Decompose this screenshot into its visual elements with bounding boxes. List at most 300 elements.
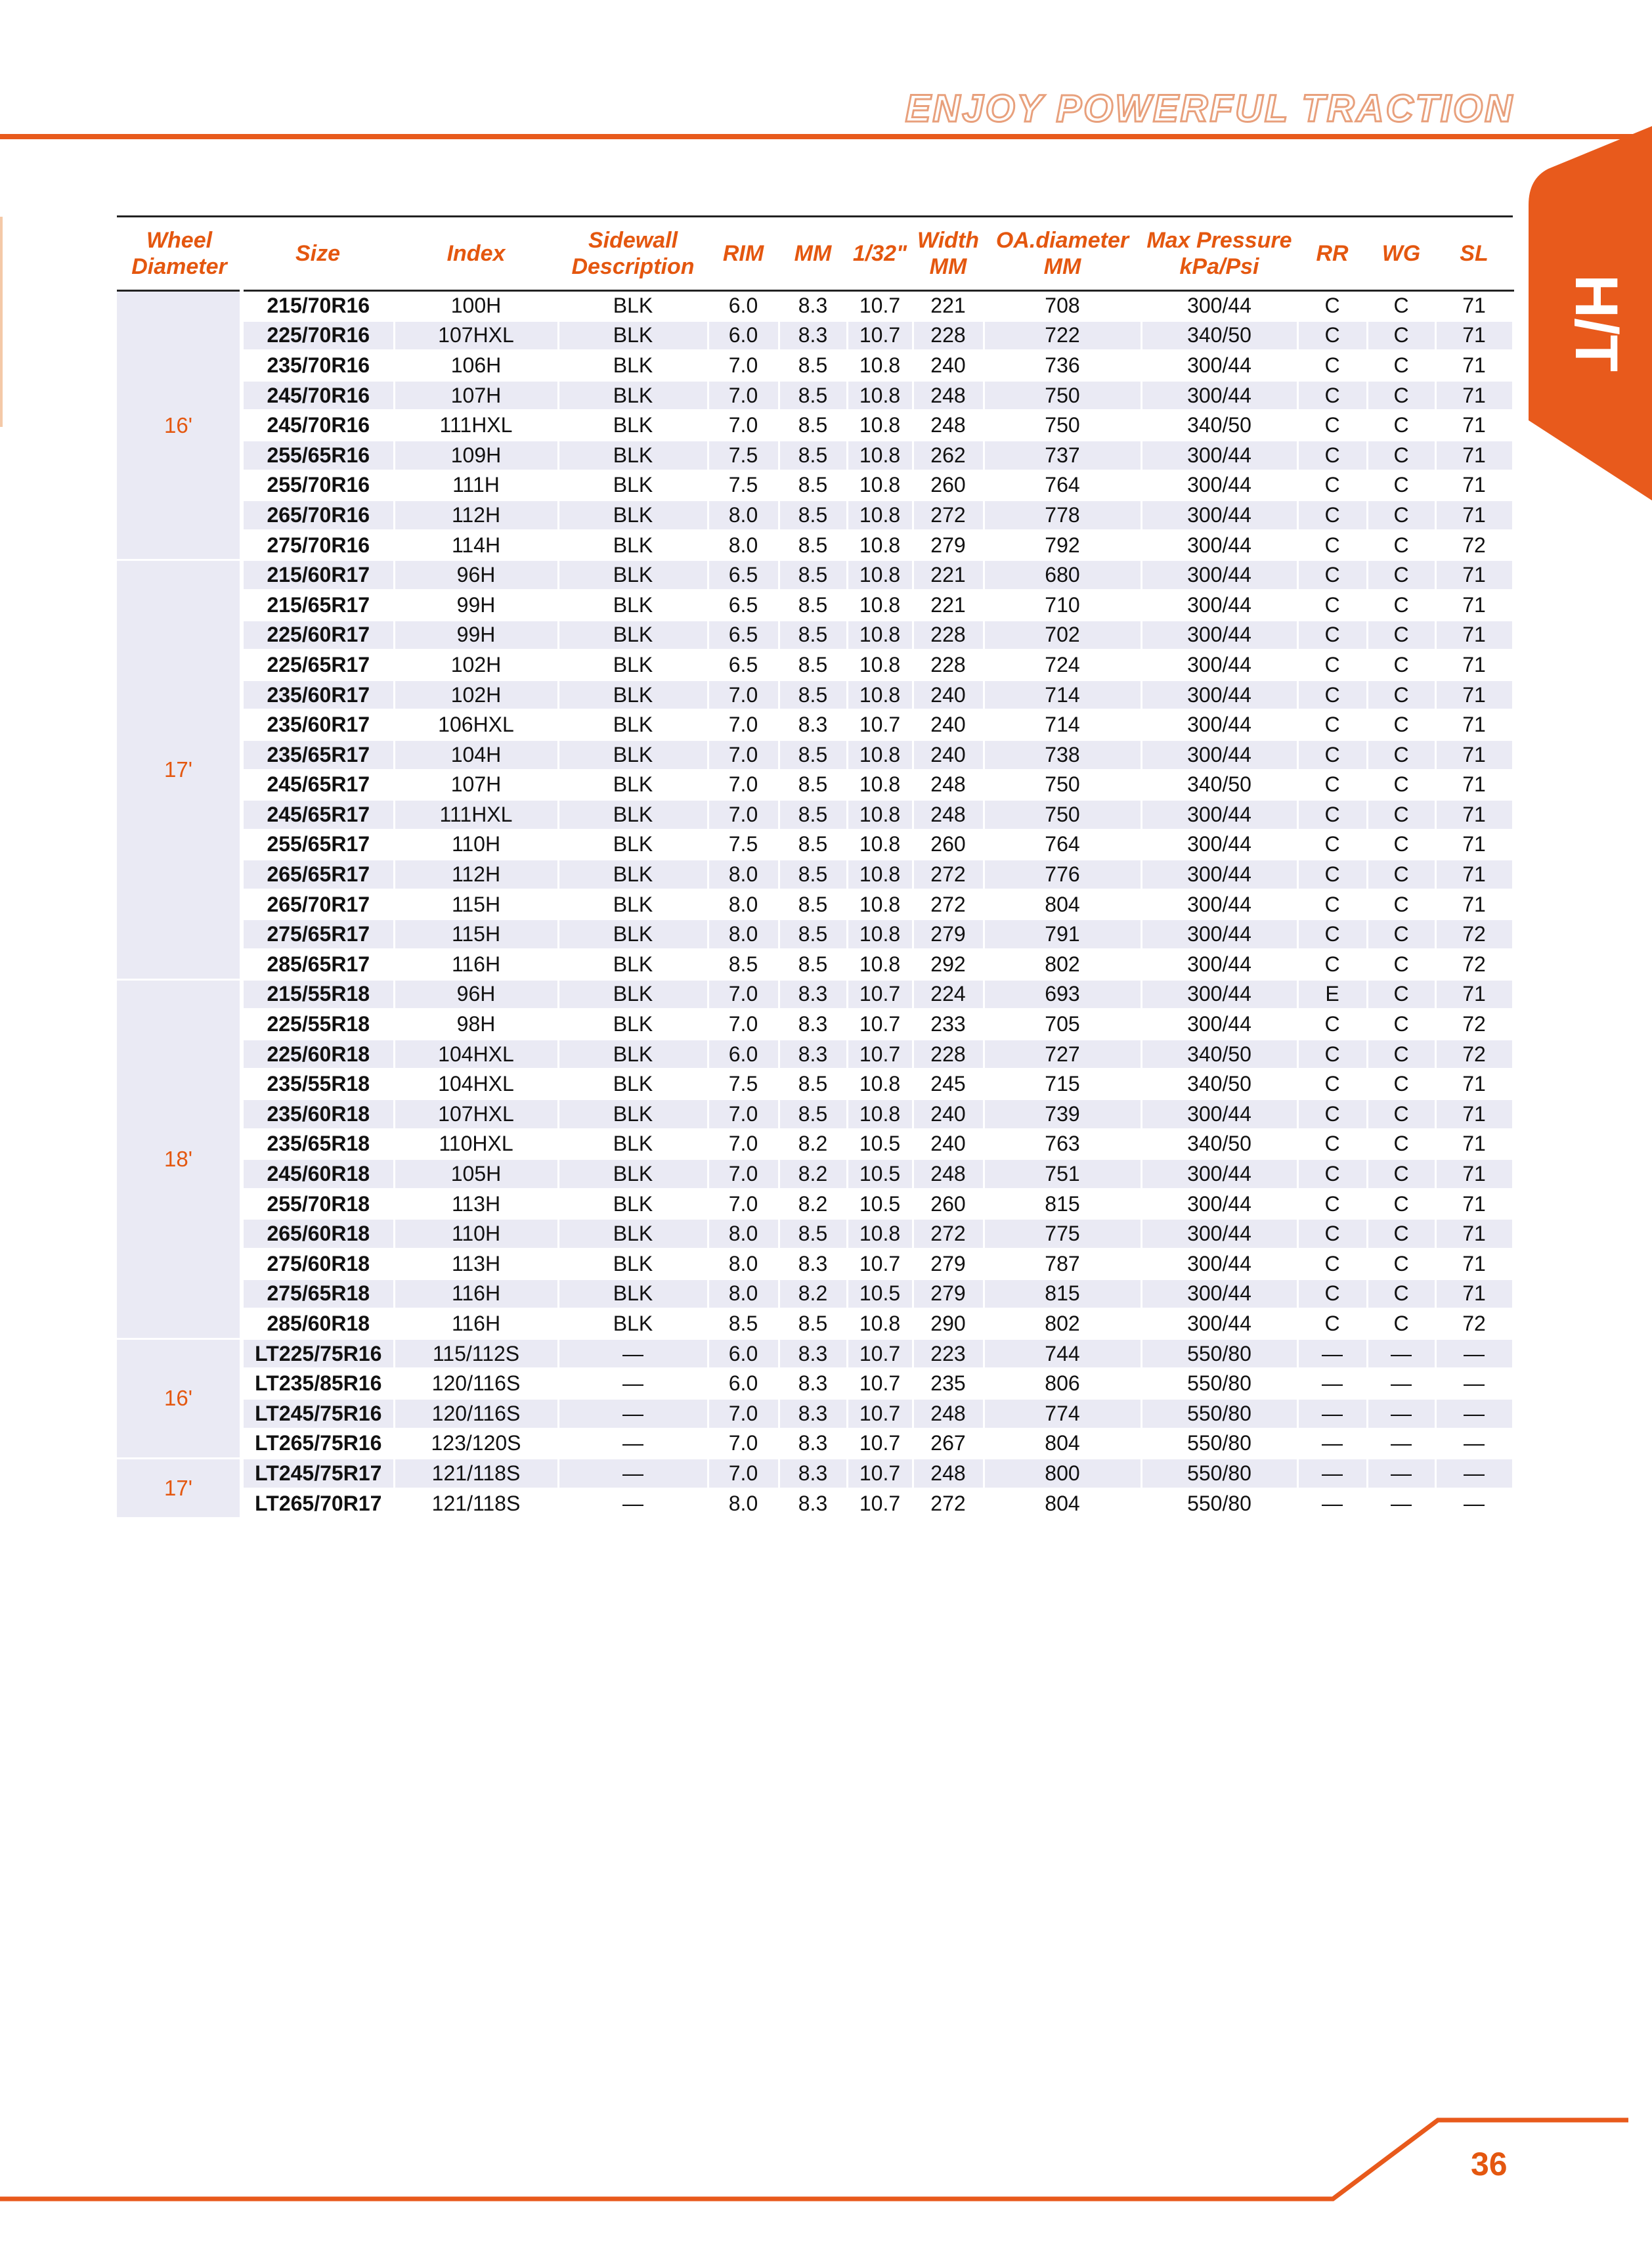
- table-cell: 260: [913, 1189, 984, 1219]
- tire-size-cell: 285/65R17: [242, 950, 394, 980]
- table-cell: 6.0: [708, 321, 779, 351]
- table-cell: 120/116S: [394, 1369, 558, 1399]
- table-cell: 8.5: [779, 620, 847, 650]
- table-cell: 272: [913, 1219, 984, 1249]
- table-cell: 121/118S: [394, 1488, 558, 1518]
- table-cell: C: [1297, 1219, 1367, 1249]
- table-cell: 233: [913, 1009, 984, 1040]
- wheel-diameter-cell: 18': [117, 979, 242, 1339]
- column-header: [558, 217, 708, 291]
- table-cell: 340/50: [1141, 321, 1297, 351]
- table-cell: 7.0: [708, 351, 779, 381]
- tire-size-cell: 265/70R16: [242, 500, 394, 531]
- table-header: [117, 217, 1513, 291]
- table-cell: 10.8: [847, 1099, 913, 1130]
- table-cell: 8.5: [779, 650, 847, 680]
- table-cell: 792: [984, 530, 1141, 560]
- column-header-line1: Index: [446, 241, 506, 266]
- table-cell: 8.5: [779, 500, 847, 531]
- table-cell: 8.0: [708, 530, 779, 560]
- tire-size-cell: 265/65R17: [242, 860, 394, 890]
- table-cell: 300/44: [1141, 500, 1297, 531]
- table-cell: 300/44: [1141, 650, 1297, 680]
- table-cell: 714: [984, 710, 1141, 740]
- table-cell: —: [558, 1339, 708, 1369]
- table-cell: 104HXL: [394, 1039, 558, 1069]
- table-cell: 8.5: [779, 740, 847, 770]
- table-cell: 290: [913, 1309, 984, 1339]
- column-header-line1: MM: [794, 241, 832, 266]
- table-cell: 71: [1435, 830, 1513, 860]
- table-cell: 72: [1435, 530, 1513, 560]
- table-cell: 680: [984, 560, 1141, 590]
- table-cell: 300/44: [1141, 830, 1297, 860]
- table-cell: 7.0: [708, 710, 779, 740]
- table-cell: 10.7: [847, 979, 913, 1009]
- table-cell: —: [1367, 1428, 1435, 1459]
- tire-size-cell: 215/55R18: [242, 979, 394, 1009]
- column-header-line1: Size: [295, 241, 341, 266]
- table-cell: BLK: [558, 1249, 708, 1279]
- table-cell: 245: [913, 1069, 984, 1099]
- table-cell: —: [558, 1459, 708, 1489]
- tire-size-cell: 215/60R17: [242, 560, 394, 590]
- table-cell: 7.0: [708, 770, 779, 800]
- table-cell: BLK: [558, 650, 708, 680]
- table-cell: —: [558, 1398, 708, 1428]
- table-cell: —: [558, 1369, 708, 1399]
- table-row: [117, 1189, 1513, 1219]
- table-cell: 10.8: [847, 530, 913, 560]
- left-edge-mark: [0, 217, 3, 427]
- table-cell: C: [1297, 770, 1367, 800]
- table-cell: 550/80: [1141, 1488, 1297, 1518]
- table-cell: 248: [913, 1159, 984, 1189]
- table-cell: C: [1367, 470, 1435, 500]
- table-cell: 240: [913, 710, 984, 740]
- table-row: [117, 680, 1513, 710]
- section-tab-label: H/T: [1563, 274, 1630, 372]
- table-cell: 106HXL: [394, 710, 558, 740]
- table-cell: 7.5: [708, 830, 779, 860]
- table-cell: 10.8: [847, 680, 913, 710]
- table-row: [117, 620, 1513, 650]
- table-cell: C: [1297, 1039, 1367, 1069]
- column-header-line1: OA.diameter: [995, 228, 1129, 253]
- column-header: [1141, 217, 1297, 291]
- tire-size-cell: 235/60R17: [242, 680, 394, 710]
- table-cell: 802: [984, 950, 1141, 980]
- table-cell: 224: [913, 979, 984, 1009]
- table-row: [117, 889, 1513, 919]
- table-cell: 8.5: [779, 800, 847, 830]
- header-rule: [0, 134, 1635, 139]
- table-cell: 750: [984, 800, 1141, 830]
- table-cell: C: [1297, 950, 1367, 980]
- table-cell: 72: [1435, 1309, 1513, 1339]
- table-cell: 248: [913, 1459, 984, 1489]
- table-cell: C: [1367, 919, 1435, 950]
- table-cell: 300/44: [1141, 470, 1297, 500]
- table-cell: 300/44: [1141, 1159, 1297, 1189]
- table-cell: C: [1297, 500, 1367, 531]
- table-cell: 8.5: [779, 590, 847, 620]
- table-cell: 99H: [394, 620, 558, 650]
- table-row: [117, 1159, 1513, 1189]
- column-header-line1: Sidewall: [588, 228, 678, 253]
- table-cell: 228: [913, 1039, 984, 1069]
- table-cell: 710: [984, 590, 1141, 620]
- table-cell: 240: [913, 740, 984, 770]
- table-cell: 221: [913, 560, 984, 590]
- table-cell: 300/44: [1141, 919, 1297, 950]
- table-cell: 116H: [394, 1309, 558, 1339]
- table-row: [117, 710, 1513, 740]
- table-cell: C: [1297, 1309, 1367, 1339]
- table-cell: 8.3: [779, 1339, 847, 1369]
- table-cell: 7.0: [708, 1159, 779, 1189]
- table-cell: C: [1297, 1099, 1367, 1130]
- table-cell: 8.5: [779, 680, 847, 710]
- table-cell: 110H: [394, 1219, 558, 1249]
- table-cell: C: [1367, 1099, 1435, 1130]
- column-header-line2: Description: [571, 254, 695, 279]
- column-header-line2: kPa/Psi: [1179, 254, 1259, 279]
- table-cell: 764: [984, 830, 1141, 860]
- table-cell: 110HXL: [394, 1129, 558, 1159]
- table-cell: BLK: [558, 380, 708, 410]
- table-cell: 715: [984, 1069, 1141, 1099]
- table-cell: —: [1367, 1488, 1435, 1518]
- table-cell: 8.3: [779, 1459, 847, 1489]
- table-cell: C: [1297, 710, 1367, 740]
- table-cell: —: [1297, 1339, 1367, 1369]
- table-cell: 72: [1435, 1039, 1513, 1069]
- tire-size-cell: 235/65R17: [242, 740, 394, 770]
- table-cell: C: [1367, 770, 1435, 800]
- table-cell: 71: [1435, 321, 1513, 351]
- table-cell: 750: [984, 770, 1141, 800]
- table-cell: 71: [1435, 800, 1513, 830]
- tire-size-cell: 275/65R17: [242, 919, 394, 950]
- table-cell: 71: [1435, 889, 1513, 919]
- table-cell: 10.8: [847, 590, 913, 620]
- table-cell: 105H: [394, 1159, 558, 1189]
- table-cell: 262: [913, 440, 984, 470]
- table-cell: C: [1297, 410, 1367, 441]
- table-cell: 72: [1435, 950, 1513, 980]
- table-cell: C: [1297, 620, 1367, 650]
- table-cell: 300/44: [1141, 1219, 1297, 1249]
- column-header: [913, 217, 984, 291]
- tire-size-cell: 225/60R17: [242, 620, 394, 650]
- table-cell: 279: [913, 1279, 984, 1309]
- column-header: [242, 217, 394, 291]
- table-cell: 300/44: [1141, 440, 1297, 470]
- table-cell: 10.8: [847, 410, 913, 441]
- table-cell: 300/44: [1141, 710, 1297, 740]
- table-cell: 113H: [394, 1249, 558, 1279]
- table-cell: BLK: [558, 1279, 708, 1309]
- table-cell: 8.3: [779, 291, 847, 321]
- table-cell: C: [1297, 1279, 1367, 1309]
- tire-size-cell: LT245/75R16: [242, 1398, 394, 1428]
- table-cell: C: [1297, 291, 1367, 321]
- tire-size-cell: LT265/70R17: [242, 1488, 394, 1518]
- table-cell: 8.3: [779, 321, 847, 351]
- table-cell: 8.3: [779, 979, 847, 1009]
- table-row: [117, 1129, 1513, 1159]
- table-cell: 10.8: [847, 830, 913, 860]
- table-cell: 8.3: [779, 710, 847, 740]
- column-header: [779, 217, 847, 291]
- tire-size-cell: 255/70R18: [242, 1189, 394, 1219]
- table-cell: 300/44: [1141, 979, 1297, 1009]
- table-cell: 109H: [394, 440, 558, 470]
- table-cell: BLK: [558, 770, 708, 800]
- table-cell: BLK: [558, 979, 708, 1009]
- table-cell: BLK: [558, 470, 708, 500]
- table-cell: 72: [1435, 919, 1513, 950]
- table-cell: 8.2: [779, 1159, 847, 1189]
- table-cell: 102H: [394, 680, 558, 710]
- table-cell: 235: [913, 1369, 984, 1399]
- table-cell: 115H: [394, 889, 558, 919]
- table-cell: 8.0: [708, 889, 779, 919]
- table-cell: —: [1367, 1459, 1435, 1489]
- wheel-diameter-cell: 17': [117, 1459, 242, 1518]
- table-cell: 112H: [394, 500, 558, 531]
- tire-size-cell: LT245/75R17: [242, 1459, 394, 1489]
- table-cell: 113H: [394, 1189, 558, 1219]
- table-cell: 300/44: [1141, 950, 1297, 980]
- column-header-line2: Diameter: [131, 254, 227, 279]
- table-cell: 260: [913, 470, 984, 500]
- table-cell: 340/50: [1141, 410, 1297, 441]
- tire-size-cell: 275/60R18: [242, 1249, 394, 1279]
- table-cell: —: [1435, 1339, 1513, 1369]
- table-cell: 8.2: [779, 1279, 847, 1309]
- column-header-line1: RIM: [722, 241, 764, 266]
- table-cell: C: [1297, 1069, 1367, 1099]
- tire-size-cell: 225/65R17: [242, 650, 394, 680]
- table-cell: 8.5: [779, 1309, 847, 1339]
- table-cell: C: [1297, 1159, 1367, 1189]
- table-cell: 8.3: [779, 1009, 847, 1040]
- table-cell: C: [1367, 321, 1435, 351]
- table-cell: BLK: [558, 1189, 708, 1219]
- table-cell: 750: [984, 380, 1141, 410]
- table-cell: 550/80: [1141, 1339, 1297, 1369]
- table-cell: 7.0: [708, 800, 779, 830]
- table-cell: 7.5: [708, 470, 779, 500]
- table-cell: 7.0: [708, 979, 779, 1009]
- table-cell: C: [1297, 351, 1367, 381]
- tire-spec-table: [117, 215, 1514, 1519]
- table-cell: 7.0: [708, 680, 779, 710]
- table-cell: C: [1367, 1129, 1435, 1159]
- table-cell: 111HXL: [394, 800, 558, 830]
- table-cell: 240: [913, 1129, 984, 1159]
- table-cell: C: [1367, 800, 1435, 830]
- table-row: [117, 860, 1513, 890]
- table-cell: 7.0: [708, 380, 779, 410]
- table-row: [117, 1279, 1513, 1309]
- table-cell: —: [1435, 1428, 1513, 1459]
- table-cell: BLK: [558, 500, 708, 531]
- table-cell: 8.5: [779, 410, 847, 441]
- table-cell: 7.0: [708, 1459, 779, 1489]
- table-cell: 279: [913, 919, 984, 950]
- table-cell: —: [1297, 1428, 1367, 1459]
- table-cell: 221: [913, 291, 984, 321]
- table-cell: 7.0: [708, 1189, 779, 1219]
- table-cell: 8.0: [708, 1219, 779, 1249]
- table-cell: 751: [984, 1159, 1141, 1189]
- table-cell: —: [1297, 1398, 1367, 1428]
- table-cell: 300/44: [1141, 680, 1297, 710]
- table-cell: 550/80: [1141, 1459, 1297, 1489]
- table-cell: 71: [1435, 1129, 1513, 1159]
- tire-size-cell: 235/65R18: [242, 1129, 394, 1159]
- table-cell: 8.0: [708, 1279, 779, 1309]
- table-row: [117, 560, 1513, 590]
- table-cell: C: [1297, 919, 1367, 950]
- table-cell: 10.7: [847, 1249, 913, 1279]
- table-cell: 71: [1435, 770, 1513, 800]
- table-row: [117, 351, 1513, 381]
- table-cell: 10.8: [847, 560, 913, 590]
- tire-size-cell: 235/60R17: [242, 710, 394, 740]
- table-cell: 750: [984, 410, 1141, 441]
- table-cell: BLK: [558, 740, 708, 770]
- table-cell: 10.8: [847, 770, 913, 800]
- table-cell: 10.5: [847, 1129, 913, 1159]
- table-cell: —: [1297, 1459, 1367, 1489]
- tire-size-cell: 245/70R16: [242, 380, 394, 410]
- table-cell: 10.5: [847, 1159, 913, 1189]
- table-cell: 778: [984, 500, 1141, 531]
- table-row: [117, 440, 1513, 470]
- table-cell: 71: [1435, 1069, 1513, 1099]
- table-cell: 705: [984, 1009, 1141, 1040]
- table-cell: 71: [1435, 351, 1513, 381]
- table-cell: 300/44: [1141, 530, 1297, 560]
- table-cell: 300/44: [1141, 860, 1297, 890]
- table-cell: 7.0: [708, 1129, 779, 1159]
- table-cell: 300/44: [1141, 1099, 1297, 1130]
- table-cell: C: [1297, 560, 1367, 590]
- table-cell: BLK: [558, 620, 708, 650]
- table-cell: C: [1367, 860, 1435, 890]
- column-header-line2: MM: [1043, 254, 1081, 279]
- table-cell: C: [1367, 830, 1435, 860]
- table-cell: 300/44: [1141, 800, 1297, 830]
- table-cell: C: [1297, 680, 1367, 710]
- table-cell: 71: [1435, 1189, 1513, 1219]
- table-cell: 722: [984, 321, 1141, 351]
- table-cell: C: [1297, 1189, 1367, 1219]
- table-cell: 111H: [394, 470, 558, 500]
- table-cell: 71: [1435, 620, 1513, 650]
- table-cell: C: [1367, 500, 1435, 531]
- table-cell: 107H: [394, 770, 558, 800]
- tire-size-cell: 255/65R16: [242, 440, 394, 470]
- table-cell: E: [1297, 979, 1367, 1009]
- table-cell: BLK: [558, 1129, 708, 1159]
- tire-size-cell: 215/70R16: [242, 291, 394, 321]
- table-cell: 7.0: [708, 740, 779, 770]
- table-cell: 10.7: [847, 1459, 913, 1489]
- table-cell: 800: [984, 1459, 1141, 1489]
- table-cell: 10.8: [847, 800, 913, 830]
- table-cell: 228: [913, 321, 984, 351]
- table-row: [117, 590, 1513, 620]
- table-cell: C: [1297, 860, 1367, 890]
- table-cell: 804: [984, 1488, 1141, 1518]
- table-cell: BLK: [558, 710, 708, 740]
- tire-size-cell: 225/55R18: [242, 1009, 394, 1040]
- table-cell: BLK: [558, 1009, 708, 1040]
- tire-size-cell: 245/70R16: [242, 410, 394, 441]
- table-cell: 8.5: [779, 470, 847, 500]
- tire-size-cell: 285/60R18: [242, 1309, 394, 1339]
- table-cell: C: [1297, 740, 1367, 770]
- table-cell: 8.5: [779, 440, 847, 470]
- table-cell: 693: [984, 979, 1141, 1009]
- table-cell: C: [1367, 950, 1435, 980]
- table-cell: 736: [984, 351, 1141, 381]
- table-cell: 72: [1435, 1009, 1513, 1040]
- table-row: [117, 650, 1513, 680]
- column-header: [847, 217, 913, 291]
- table-cell: 6.0: [708, 1369, 779, 1399]
- table-cell: C: [1297, 830, 1367, 860]
- table-cell: 6.5: [708, 620, 779, 650]
- table-cell: 71: [1435, 500, 1513, 531]
- table-cell: 10.8: [847, 440, 913, 470]
- table-cell: 115/112S: [394, 1339, 558, 1369]
- table-row: [117, 1099, 1513, 1130]
- table-cell: C: [1367, 1309, 1435, 1339]
- table-cell: 10.8: [847, 740, 913, 770]
- table-cell: C: [1367, 1219, 1435, 1249]
- table-cell: 223: [913, 1339, 984, 1369]
- table-cell: 8.3: [779, 1398, 847, 1428]
- table-cell: 7.0: [708, 1428, 779, 1459]
- table-cell: 10.8: [847, 470, 913, 500]
- table-cell: 102H: [394, 650, 558, 680]
- table-cell: 106H: [394, 351, 558, 381]
- header-row: [117, 217, 1513, 291]
- table-cell: BLK: [558, 410, 708, 441]
- table-cell: C: [1297, 1249, 1367, 1279]
- table-cell: 279: [913, 1249, 984, 1279]
- table-cell: 550/80: [1141, 1369, 1297, 1399]
- table-row: [117, 1369, 1513, 1399]
- tire-size-cell: 225/60R18: [242, 1039, 394, 1069]
- column-header: [117, 217, 242, 291]
- table-cell: 787: [984, 1249, 1141, 1279]
- table-cell: 10.8: [847, 919, 913, 950]
- table-cell: C: [1297, 1129, 1367, 1159]
- table-cell: 10.7: [847, 1369, 913, 1399]
- tire-size-cell: 275/70R16: [242, 530, 394, 560]
- table-cell: 71: [1435, 1219, 1513, 1249]
- table-row: [117, 1249, 1513, 1279]
- table-cell: 8.2: [779, 1189, 847, 1219]
- table-cell: BLK: [558, 950, 708, 980]
